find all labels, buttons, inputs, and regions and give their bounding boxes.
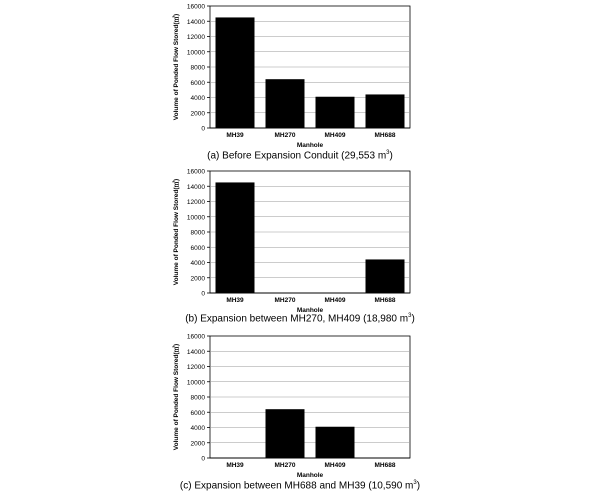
bar-a-MH409 bbox=[316, 97, 355, 128]
y-tick-label-c-3: 6000 bbox=[190, 409, 205, 417]
x-tick-label-a-MH688: MH688 bbox=[374, 132, 396, 139]
y-axis-label-c: Volume of Ponded Flow Stored(㎥) bbox=[173, 343, 180, 451]
caption-b-text: (b) Expansion between MH270, MH409 (18,980 m bbox=[185, 313, 409, 325]
y-tick-label-c-2: 4000 bbox=[190, 425, 205, 432]
x-tick-label-a-MH270: MH270 bbox=[274, 132, 296, 139]
y-tick-label-b-6: 12000 bbox=[186, 199, 205, 206]
bar-b-MH39 bbox=[216, 182, 255, 293]
y-tick-label-a-6: 12000 bbox=[186, 34, 205, 41]
caption-b bbox=[0, 313, 600, 324]
y-tick-label-a-5: 10000 bbox=[186, 49, 205, 57]
caption-c-text: (c) Expansion between MH688 and MH39 (10,590 m bbox=[179, 480, 414, 492]
y-tick-label-c-7: 14000 bbox=[186, 348, 205, 356]
caption-c bbox=[0, 480, 600, 491]
y-tick-label-b-5: 10000 bbox=[186, 214, 205, 222]
x-axis-label-c: Manhole bbox=[296, 472, 324, 479]
chart-c bbox=[0, 330, 600, 480]
x-tick-label-c-MH39: MH39 bbox=[226, 462, 244, 469]
bar-b-MH688 bbox=[366, 259, 405, 293]
y-tick-label-c-6: 12000 bbox=[186, 364, 205, 371]
chart-b bbox=[0, 165, 600, 315]
y-tick-label-a-0: 0 bbox=[201, 125, 205, 133]
y-tick-label-c-4: 8000 bbox=[190, 394, 205, 402]
x-tick-label-c-MH688: MH688 bbox=[374, 462, 396, 469]
chart-panel-b bbox=[0, 165, 600, 330]
y-tick-label-c-5: 10000 bbox=[186, 379, 205, 387]
y-tick-label-b-0: 0 bbox=[201, 290, 205, 298]
x-tick-label-a-MH409: MH409 bbox=[324, 132, 346, 139]
y-tick-label-b-1: 2000 bbox=[190, 275, 205, 283]
bar-a-MH688 bbox=[366, 94, 405, 128]
bar-a-MH39 bbox=[216, 17, 255, 128]
caption-c-end: ) bbox=[416, 480, 421, 492]
chart-a bbox=[0, 0, 600, 150]
caption-b-end: ) bbox=[411, 313, 415, 325]
x-tick-label-b-MH270: MH270 bbox=[274, 297, 296, 304]
y-tick-label-b-7: 14000 bbox=[186, 183, 205, 191]
x-tick-label-c-MH409: MH409 bbox=[324, 462, 346, 469]
y-axis-label-a: Volume of Ponded Flow Stored(㎥) bbox=[173, 13, 180, 121]
y-tick-label-c-0: 0 bbox=[201, 455, 205, 463]
caption-a-end: ) bbox=[389, 150, 393, 162]
chart-panel-a bbox=[0, 0, 600, 165]
bar-c-MH270 bbox=[266, 409, 305, 458]
x-tick-label-b-MH688: MH688 bbox=[374, 297, 396, 304]
y-tick-label-a-7: 14000 bbox=[186, 18, 205, 26]
caption-c-sup: 3 bbox=[413, 480, 417, 486]
y-tick-label-a-1: 2000 bbox=[190, 110, 205, 118]
caption-a bbox=[0, 150, 600, 161]
caption-b-sup: 3 bbox=[408, 313, 412, 319]
x-axis-label-b: Manhole bbox=[296, 307, 324, 314]
x-tick-label-b-MH409: MH409 bbox=[324, 297, 346, 304]
y-tick-label-b-8: 16000 bbox=[186, 168, 205, 176]
y-tick-label-a-2: 4000 bbox=[190, 95, 205, 102]
chart-panel-c bbox=[0, 330, 600, 495]
y-tick-label-c-1: 2000 bbox=[190, 440, 205, 448]
x-tick-label-c-MH270: MH270 bbox=[274, 462, 296, 469]
x-tick-label-a-MH39: MH39 bbox=[226, 132, 244, 139]
y-tick-label-c-8: 16000 bbox=[186, 333, 205, 341]
y-tick-label-b-4: 8000 bbox=[190, 229, 205, 237]
bar-c-MH409 bbox=[316, 427, 355, 458]
bar-a-MH270 bbox=[266, 79, 305, 128]
y-axis-label-b: Volume of Ponded Flow Stored(㎥) bbox=[173, 178, 180, 286]
y-tick-label-a-8: 16000 bbox=[186, 3, 205, 11]
x-axis-label-a: Manhole bbox=[296, 142, 324, 149]
caption-a-text: (a) Before Expansion Conduit (29,553 m bbox=[207, 150, 387, 162]
y-tick-label-a-4: 8000 bbox=[190, 64, 205, 72]
y-tick-label-b-3: 6000 bbox=[190, 244, 205, 252]
caption-a-sup: 3 bbox=[386, 150, 390, 156]
y-tick-label-a-3: 6000 bbox=[190, 79, 205, 87]
y-tick-label-b-2: 4000 bbox=[190, 260, 205, 267]
x-tick-label-b-MH39: MH39 bbox=[226, 297, 244, 304]
